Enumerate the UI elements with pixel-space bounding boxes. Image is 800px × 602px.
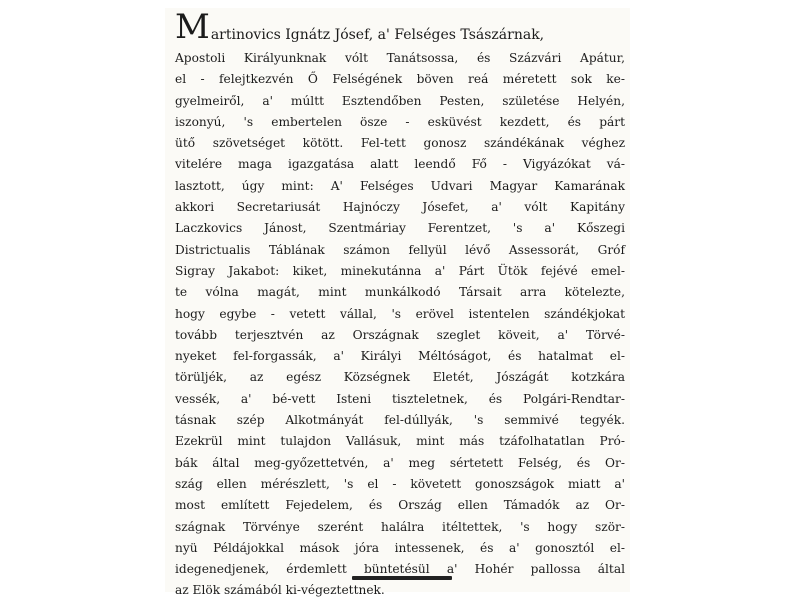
text-line: tovább terjesztvén az Országnak szeglet köveit, a' Törvé-: [175, 327, 625, 342]
text-line: szágnak Törvénye szerént halálra itéltettek, 's hogy ször-: [175, 519, 625, 534]
text-line: el - felejtkezvén Ő Felségének böven reá méretett sok ke-: [175, 72, 625, 87]
text-line: az Elök számából ki-végeztettnek.: [175, 583, 385, 598]
text-line: vitelére maga igazgatása alatt leendő Fő - Vigyázókat vá-: [175, 157, 625, 172]
first-line-text: artinovics Ignátz Jósef, a' Felséges Tsászárnak,: [210, 27, 545, 43]
text-line: most említett Fejedelem, és Ország ellen Támadók az Or-: [175, 498, 625, 513]
end-rule: [352, 576, 452, 580]
text-line: te vólna magát, mint munkálkodó Társait arra kötelezte,: [175, 285, 625, 300]
text-line: idegenedjenek, érdemlett büntetésül a' Hohér pallossa által: [175, 562, 625, 577]
text-line: akkori Secretariusát Hajnóczy Jósefet, a' vólt Kapitány: [175, 200, 625, 215]
first-line: [175, 7, 625, 48]
text-line: törüljék, az egész Községnek Eletét, Jószágát kotzkára: [175, 370, 625, 385]
text-line: Ezekrül mint tulajdon Vallásuk, mint más tzáfolhatatlan Pró-: [175, 434, 625, 449]
document-text: [175, 7, 625, 602]
text-line: Laczkovics Jánost, Szentmáriay Ferentzet, 's a' Kőszegi: [175, 221, 625, 236]
text-line: ütő szövetséget kötött. Fel-tett gonosz szándékának véghez: [175, 136, 625, 151]
text-line: lasztott, úgy mint: A' Felséges Udvari Magyar Kamarának: [175, 178, 625, 193]
text-line: gyelmeiről, a' múltt Esztendőben Pesten, születése Helyén,: [175, 93, 625, 108]
text-line: hogy egybe - vetett vállal, 's erövel istentelen szándékjokat: [175, 306, 625, 321]
text-line: bák által meg-győzettetvén, a' meg sértetett Felség, és Or-: [175, 455, 625, 470]
body-lines: [175, 48, 625, 602]
text-line: Apostoli Királyunknak vólt Tanátsossa, és Százvári Apátur,: [175, 51, 625, 65]
text-line: nyeket fel-forgassák, a' Királyi Méltóságot, és hatalmat el-: [175, 349, 625, 364]
text-line: vessék, a' bé-vett Isteni tiszteletnek, és Polgári-Rendtar-: [175, 391, 625, 406]
drop-cap: M: [175, 7, 210, 47]
text-line: nyü Példájokkal mások jóra intessenek, és a' gonosztól el-: [175, 540, 625, 555]
text-line: Districtualis Táblának számon fellyül lévő Assessorát, Gróf: [175, 242, 625, 257]
text-line: iszonyú, 's embertelen ösze - esküvést kezdett, és párt: [175, 114, 625, 129]
text-line: Sigray Jakabot: kiket, minekutánna a' Párt Ütök fejévé emel-: [175, 263, 625, 278]
text-line: szág ellen mérészlett, 's el - követett gonoszságok miatt a': [175, 476, 625, 491]
text-line: tásnak szép Alkotmányát fel-dúllyák, 's semmivé tegyék.: [175, 413, 625, 428]
